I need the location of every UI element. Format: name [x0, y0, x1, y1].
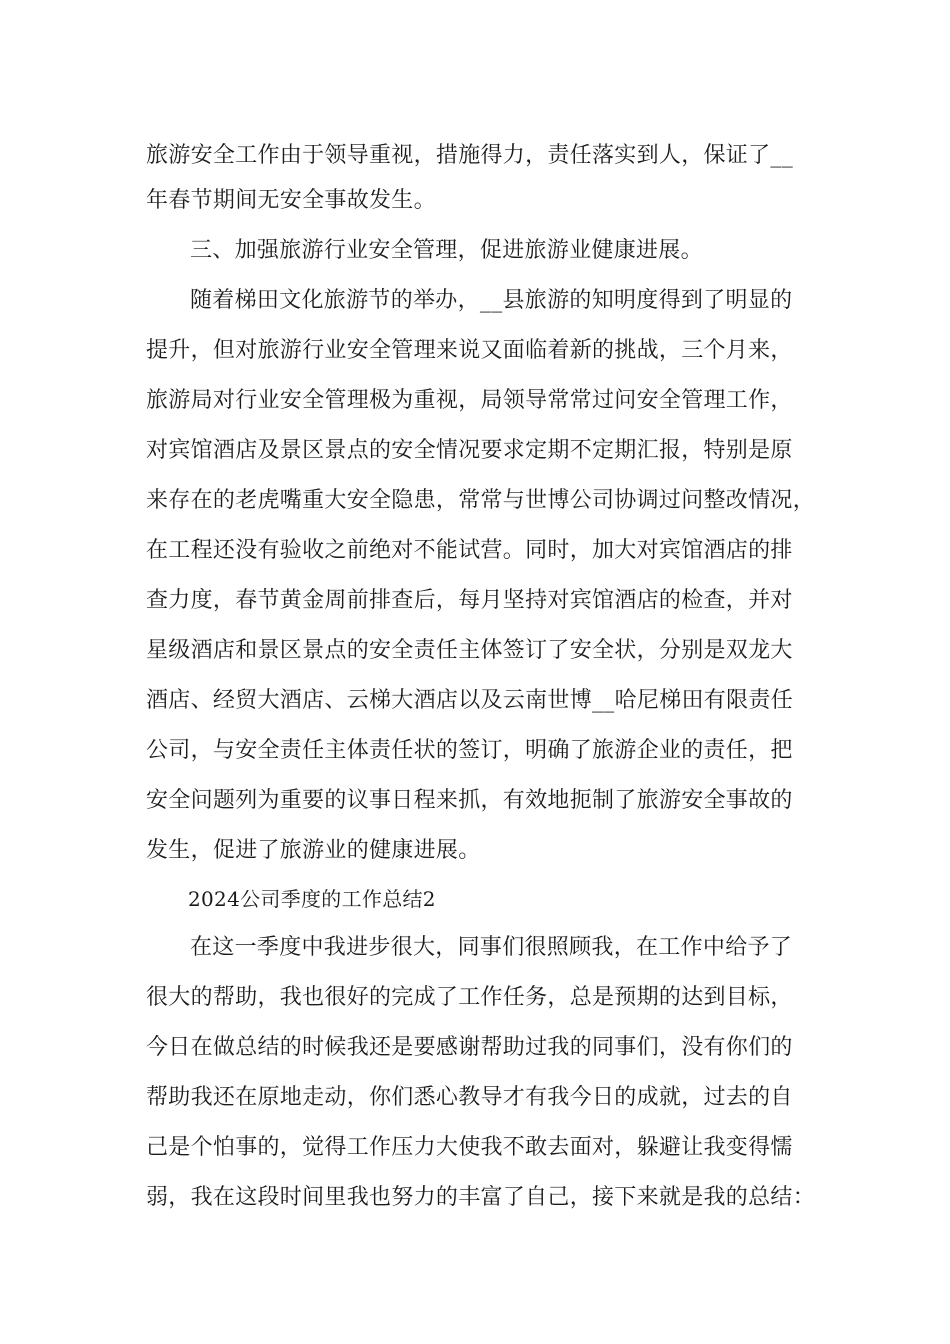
- paragraph-line: 在这一季度中我进步很大，同事们很照顾我，在工作中给予了: [190, 935, 793, 960]
- paragraph-line: 公司，与安全责任主体责任状的签订，明确了旅游企业的责任，把: [146, 738, 793, 763]
- paragraph-line: 安全问题列为重要的议事日程来抓，有效地扼制了旅游安全事故的: [146, 788, 793, 813]
- paragraph-line: 旅游局对行业安全管理极为重视，局领导常常过问安全管理工作，: [146, 388, 793, 413]
- paragraph-line: 旅游安全工作由于领导重视，措施得力，责任落实到人，保证了__: [146, 143, 794, 168]
- paragraph-line: 提升，但对旅游行业安全管理来说又面临着新的挑战，三个月来，: [146, 338, 793, 363]
- paragraph-line: 帮助我还在原地走动，你们悉心教导才有我今日的成就，过去的自: [146, 1085, 793, 1110]
- paragraph-line: 来存在的老虎嘴重大安全隐患，常常与世博公司协调过问整改情况，: [146, 488, 816, 513]
- paragraph-line: 星级酒店和景区景点的安全责任主体签订了安全状，分别是双龙大: [146, 638, 793, 663]
- paragraph-line: 在工程还没有验收之前绝对不能试营。同时，加大对宾馆酒店的排: [146, 538, 793, 563]
- paragraph-line: 弱，我在这段时间里我也努力的丰富了自己，接下来就是我的总结：: [146, 1185, 816, 1210]
- paragraph-line: 随着梯田文化旅游节的举办，__县旅游的知明度得到了明显的: [190, 288, 793, 313]
- paragraph-line: 今日在做总结的时候我还是要感谢帮助过我的同事们，没有你们的: [146, 1035, 793, 1060]
- paragraph-line: 己是个怕事的，觉得工作压力大使我不敢去面对，躲避让我变得懦: [146, 1135, 793, 1160]
- paragraph-line: 很大的帮助，我也很好的完成了工作任务，总是预期的达到目标，: [146, 985, 793, 1010]
- document-heading: 2024公司季度的工作总结2: [188, 887, 436, 911]
- paragraph-line: 查力度，春节黄金周前排查后，每月坚持对宾馆酒店的检查，并对: [146, 588, 793, 613]
- paragraph-line: 年春节期间无安全事故发生。: [146, 188, 436, 213]
- paragraph-line: 对宾馆酒店及景区景点的安全情况要求定期不定期汇报，特别是原: [146, 438, 793, 463]
- paragraph-line: 发生，促进了旅游业的健康进展。: [146, 838, 481, 863]
- paragraph-line: 酒店、经贸大酒店、云梯大酒店以及云南世博__哈尼梯田有限责任: [146, 688, 794, 713]
- section-heading: 三、加强旅游行业安全管理，促进旅游业健康进展。: [190, 238, 703, 263]
